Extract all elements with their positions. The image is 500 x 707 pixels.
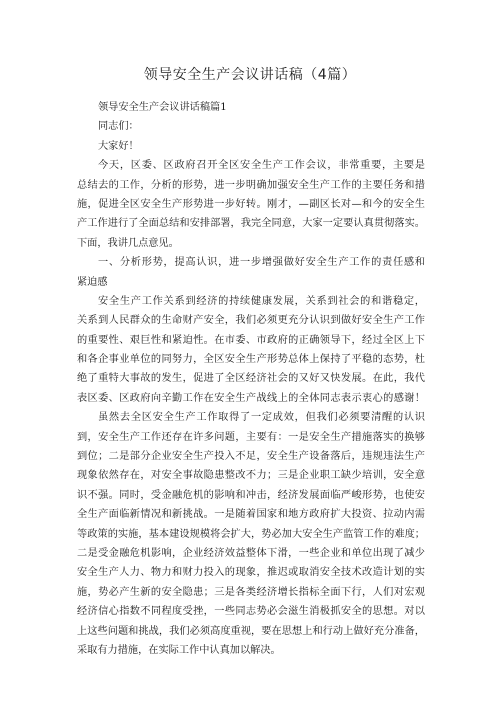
- text-line: 大家好！: [98, 140, 139, 152]
- text-line: 一、分析形势，提高认识，进一步增强做好安全生产工作的责任感和: [98, 257, 425, 269]
- text-line: 同志们：: [98, 121, 139, 133]
- text-line: 和各企事业单位的同努力，全区安全生产形势总体上保持了平稳的态势，杜: [77, 354, 425, 366]
- text-line: 关系到人民群众的生命财产安全，我们必须更充分认识到做好安全生产工作: [77, 315, 425, 327]
- text-line: 虽然去全区安全生产工作取得了一定成效，但我们必须要清醒的认识: [98, 412, 425, 424]
- text-line: 绝了重特大事故的发生，促进了全区经济社会的又好又快发展。在此，我代: [77, 373, 425, 385]
- document-title: 领导安全生产会议讲话稿（4篇）: [143, 67, 357, 83]
- text-line: 上这些问题和挑战，我们必须高度重视，要在思想上和行动上做好充分准备，: [77, 625, 425, 637]
- document-body: [77, 98, 425, 660]
- text-line: 总结去的工作，分析的形势，进一步明确加强安全生产工作的主要任务和措: [77, 179, 425, 191]
- text-line: 二是受金融危机影响，企业经济效益整体下滑，一些企业和单位出现了减少: [77, 547, 425, 559]
- text-line: 产工作进行了全面总结和安排部署，我完全同意，大家一定要认真贯彻落实。: [77, 218, 425, 230]
- text-line: 安全生产人力、物力和财力投入的现象，推迟或取消安全技术改造计划的实: [77, 567, 425, 579]
- text-line: 紧迫感: [77, 276, 108, 288]
- text-line: 安全生产工作关系到经济的持续健康发展，关系到社会的和谐稳定，: [98, 295, 425, 307]
- text-line: 现象依然存在，对安全事故隐患整改不力；三是企业职工缺少培训，安全意: [77, 470, 425, 482]
- text-line: 的重要性、艰巨性和紧迫性。在市委、市政府的正确领导下，经过全区上下: [77, 334, 425, 346]
- text-line: 今天，区委、区政府召开全区安全生产工作会议，非常重要，主要是: [98, 160, 425, 172]
- text-line: 下面，我讲几点意见。: [77, 237, 179, 249]
- text-line: 采取有力措施，在实际工作中认真加以解决。: [77, 644, 281, 656]
- text-line: 施，势必产生新的安全隐患；三是各类经济增长指标全面下行，人们对宏观: [77, 586, 425, 598]
- text-line: 到，安全生产工作还存在许多问题，主要有：一是安全生产措施落实的换够: [77, 431, 425, 443]
- text-line: 到位；二是部分企业安全生产投入不足，安全生产设备落后，违规违法生产: [77, 451, 425, 463]
- text-line: 领导安全生产会议讲话稿篇1: [98, 102, 227, 113]
- text-line: 表区委、区政府向辛勤工作在安全生产战线上的全体同志表示衷心的感谢！: [77, 392, 425, 404]
- text-line: 全生产面临新情况和新挑战。一是随着国家和地方政府扩大投资、拉动内需: [77, 509, 425, 521]
- text-line: 经济信心指数不同程度受挫，一些同志势必会滋生消极抓安全的思想。对以: [77, 606, 425, 618]
- text-line: 识不强。同时，受金融危机的影响和冲击，经济发展面临严峻形势，也使安: [77, 489, 425, 501]
- text-line: 等政策的实施，基本建设规模将会扩大，势必加大安全生产监管工作的难度；: [77, 528, 425, 540]
- text-line: 施，促进全区安全生产形势进一步好转。刚才，—副区长对—和今的安全生: [77, 198, 425, 210]
